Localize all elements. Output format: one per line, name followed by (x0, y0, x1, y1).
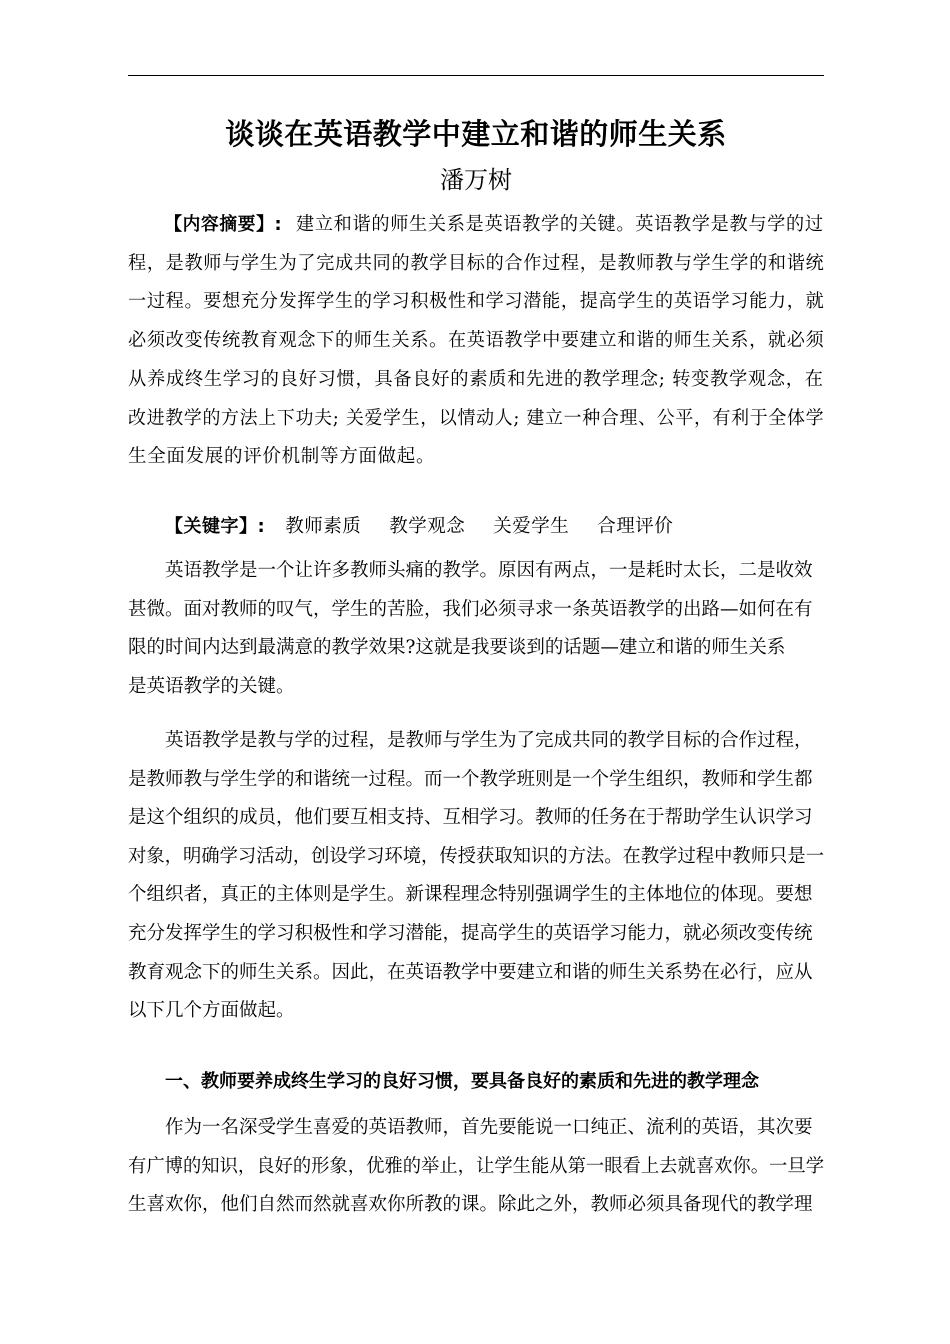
paragraph-line: 充分发挥学生的学习积极性和学习潜能，提高学生的英语学习能力，就必须改变传统 (128, 922, 813, 944)
paragraph-line: 有广博的知识，良好的形象，优雅的举止，让学生能从第一眼看上去就喜欢你。一旦学 (128, 1155, 825, 1177)
paragraph-line: 限的时间内达到最满意的教学效果?这就是我要谈到的话题—建立和谐的师生关系 (128, 637, 786, 659)
paragraph-line: 英语教学是教与学的过程，是教师与学生为了完成共同的教学目标的合作过程， (165, 730, 813, 751)
paragraph-line: 是英语教学的关键。 (128, 675, 295, 697)
section-heading-1: 一、教师要养成终生学习的良好习惯，要具备良好的素质和先进的教学理念 (165, 1071, 759, 1092)
paragraph-3 (128, 1109, 824, 1225)
abstract-line-6: 改进教学的方法上下功夫; 关爱学生，以情动人; 建立一种合理、公平，有利于全体学 (128, 407, 825, 429)
keywords-label: 【关键字】: (165, 516, 266, 537)
document-title: 谈谈在英语教学中建立和谐的师生关系 (225, 117, 727, 151)
abstract-section (128, 206, 824, 477)
keyword-2: 教学观念 (389, 516, 466, 537)
paragraph-line: 作为一名深受学生喜爱的英语教师，首先要能说一口纯正、流利的英语，其次要 (165, 1117, 813, 1138)
abstract-line-3: 一过程。要想充分发挥学生的学习积极性和学习潜能，提高学生的英语学习能力，就 (128, 291, 825, 313)
paragraph-line: 是这个组织的成员，他们要互相支持、互相学习。教师的任务在于帮助学生认识学习 (128, 807, 813, 829)
keyword-3: 关爱学生 (493, 516, 570, 537)
keywords-section (128, 508, 824, 547)
abstract-line-4: 必须改变传统教育观念下的师生关系。在英语教学中要建立和谐的师生关系，就必须 (128, 330, 825, 352)
abstract-label: 【内容摘要】: (164, 214, 283, 235)
abstract-line-1: 【内容摘要】: 建立和谐的师生关系是英语教学的关键。英语教学是教与学的过 (164, 214, 824, 235)
paragraph-2 (128, 722, 824, 1031)
keyword-1: 教师素质 (285, 516, 362, 537)
paragraph-line: 是教师教与学生学的和谐统一过程。而一个教学班则是一个学生组织，教师和学生都 (128, 768, 813, 790)
paragraph-line: 教育观念下的师生关系。因此，在英语教学中要建立和谐的师生关系势在必行，应从 (128, 961, 813, 983)
paragraph-line: 对象，明确学习活动，创设学习环境，传授获取知识的方法。在教学过程中教师只是一 (128, 845, 825, 867)
abstract-line-7: 生全面发展的评价机制等方面做起。 (128, 446, 436, 468)
abstract-line-5: 从养成终生学习的良好习惯，具备良好的素质和先进的教学理念; 转变教学观念，在 (128, 368, 824, 390)
header-rule (128, 75, 824, 76)
paragraph-line: 以下几个方面做起。 (128, 1000, 295, 1022)
author-name: 潘万树 (440, 166, 512, 194)
paragraph-line: 个组织者，真正的主体则是学生。新课程理念特别强调学生的主体地位的体现。要想 (128, 884, 813, 906)
paragraph-1 (128, 552, 824, 706)
paragraph-line: 生喜欢你，他们自然而然就喜欢你所教的课。除此之外，教师必须具备现代的教学理 (128, 1194, 813, 1216)
keyword-4: 合理评价 (597, 516, 674, 537)
abstract-line-2: 程，是教师与学生为了完成共同的教学目标的合作过程，是教师教与学生学的和谐统 (128, 252, 825, 274)
paragraph-line: 甚微。面对教师的叹气，学生的苦脸，我们必须寻求一条英语教学的出路—如何在有 (128, 598, 813, 620)
paragraph-line: 英语教学是一个让许多教师头痛的教学。原因有两点，一是耗时太长，二是收效 (165, 560, 813, 581)
